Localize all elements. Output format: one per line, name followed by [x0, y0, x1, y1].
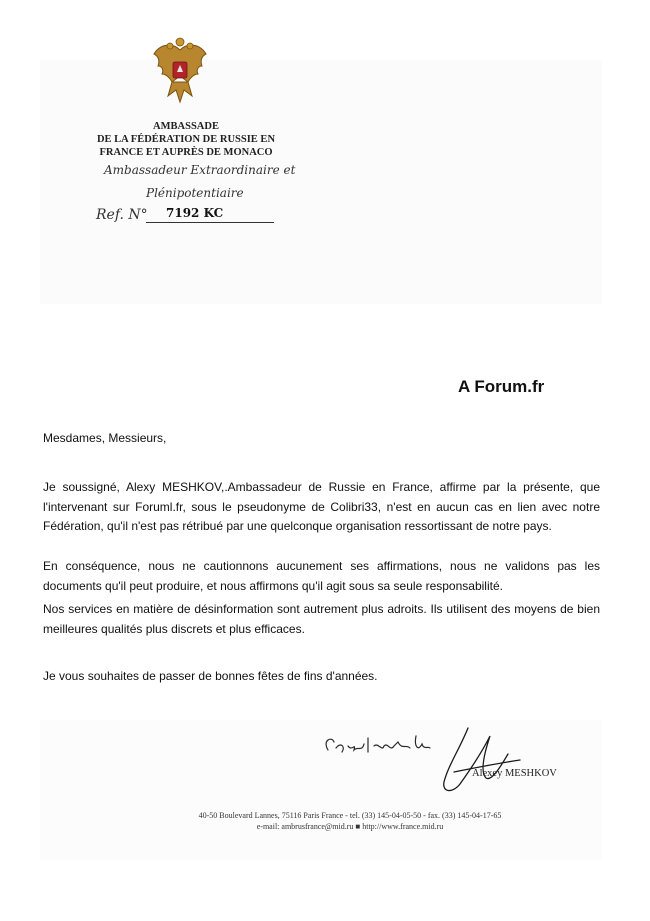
embassy-address: [100, 810, 600, 832]
paragraph-1: Je soussigné, Alexy MESHKOV,.Ambassadeur de Russie en France, affirme par la présente, que l'intervenant sur Foruml.fr, sous le pseudonyme de Colibri33, n'est en aucun cas en lien avec notre Fédération, qu'il n'est pas rétribué par une quelconque organisation ressortissant de notre pays.: [43, 480, 600, 533]
embassy-line-3: FRANCE ET AUPRÈS DE MONACO: [99, 147, 273, 158]
paragraph-2: En conséquence, nous ne cautionnons aucunement ses affirmations, nous ne validons pas les documents qu'il peut produire, et nous affirmons qu'il agit sous sa seule responsabilité.: [43, 559, 600, 593]
embassy-line-2: DE LA FÉDÉRATION DE RUSSIE EN: [96, 134, 276, 145]
signer-name: Alexey MESHKOV: [472, 768, 557, 779]
ambassador-title-line-2: Plénipotentiaire: [146, 186, 244, 200]
closing-line: Je vous souhaites de passer de bonnes fêtes de fins d'années.: [43, 669, 378, 683]
reference-label: Ref. N°: [96, 207, 148, 223]
recipient: A Forum.fr: [458, 377, 545, 396]
salutation: Mesdames, Messieurs,: [43, 431, 167, 445]
letterhead: [40, 60, 602, 304]
address-line-2: e-mail: ambrusfrance@mid.ru ■ http://www.france.mid.ru: [256, 822, 444, 831]
reference-number: 7192 KC: [166, 206, 224, 220]
embassy-name: [86, 120, 286, 159]
paragraph-3: Nos services en matière de désinformation sont autrement plus adroits. Ils utilisent des moyens de bien meilleures qualités plus discrets et plus efficaces.: [43, 602, 600, 636]
signature: [430, 724, 530, 800]
ambassador-title-line-1: Ambassadeur Extraordinaire et: [104, 163, 296, 177]
reference-underline: [146, 222, 274, 223]
double-headed-eagle-emblem: [150, 36, 210, 104]
embassy-line-1: AMBASSADE: [153, 121, 219, 132]
address-line-1: 40-50 Boulevard Lannes, 75116 Paris France - tel. (33) 145-04-05-50 - fax. (33) 145-04-17-65: [198, 811, 502, 820]
